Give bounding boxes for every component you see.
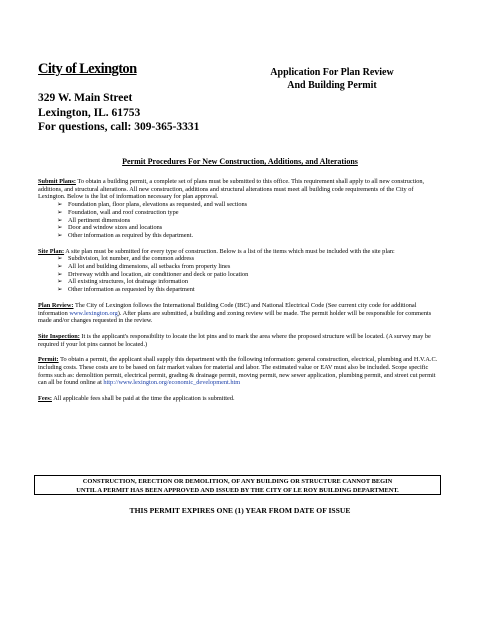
fees-text: All applicable fees shall be paid at the time the application is submitted. [51, 395, 235, 403]
site-inspection-text: It is the applicant's responsibility to locate the lot pins and to mark the area where the proposed structure will be located. (A survey may be required if your lot pins cannot be located.) [38, 332, 431, 348]
arrow-bullet-icon: ➢ [57, 201, 63, 209]
application-title [232, 66, 432, 92]
application-title-line2: And Building Permit [287, 80, 377, 91]
arrow-bullet-icon: ➢ [57, 286, 63, 294]
list-item: ➢ All lot and building dimensions, all setbacks from property lines [57, 263, 231, 271]
list-item: ➢ All pertinent dimensions [57, 216, 131, 224]
city-state-zip: Lexington, IL. 61753 [38, 106, 141, 119]
submit-plans-label: Submit Plans: [38, 178, 76, 185]
plan-review-label: Plan Review: [38, 301, 74, 309]
plan-review-section [38, 302, 440, 325]
construction-warning-box [34, 475, 441, 495]
arrow-bullet-icon: ➢ [57, 255, 63, 263]
list-item: ➢ All existing structures, lot drainage information [57, 278, 188, 286]
submit-plans-section [38, 178, 440, 240]
application-title-line1: Application For Plan Review [270, 67, 394, 78]
city-website-link[interactable]: www.lexington.org [69, 309, 118, 317]
submit-plans-text: To obtain a building permit, a complete set of plans must be submitted to this office. This requirement shall apply to all new construction, additions, and structural alterations. All new construction, additions and structural alterations must meet all building code requirements of the City of Lexington. Below is the list of information necessary for plan approval. [38, 178, 425, 201]
list-item: ➢ Other information as requested by this department [57, 286, 195, 294]
site-inspection-label: Site Inspection: [38, 332, 80, 340]
warning-line2: UNTIL A PERMIT HAS BEEN APPROVED AND ISSUED BY THE CITY OF LE ROY BUILDING DEPARTMENT. [76, 487, 399, 494]
contact-phone: For questions, call: 309-365-3331 [38, 121, 200, 133]
fees-label: Fees: [38, 395, 52, 403]
arrow-bullet-icon: ➢ [57, 270, 63, 278]
list-item: ➢ Driveway width and location, air conditioner and deck or patio location [57, 270, 249, 278]
procedures-heading: Permit Procedures For New Construction, Additions, and Alterations [122, 157, 358, 166]
submit-plans-list [38, 201, 440, 240]
arrow-bullet-icon: ➢ [57, 224, 63, 232]
list-item: ➢ Foundation plan, floor plans, elevations as requested, and wall sections [57, 201, 248, 209]
site-plan-section [38, 248, 440, 294]
site-plan-label: Site Plan: [38, 247, 65, 255]
economic-development-link[interactable]: http://www.lexington.org/economic_development.htm [103, 379, 241, 387]
permit-label: Permit: [38, 356, 59, 364]
list-item: ➢ Subdivision, lot number, and the common address [57, 255, 195, 263]
list-item: ➢ Other information as required by this department. [57, 231, 194, 239]
plan-review-text-end: ). After plans are submitted, a building and zoning review will be made. The permit holder will be responsible for comments made and/or changes requested in the review. [38, 309, 432, 325]
arrow-bullet-icon: ➢ [57, 208, 63, 216]
list-item: ➢ Foundation, wall and roof construction type [57, 208, 179, 216]
expiration-notice: THIS PERMIT EXPIRES ONE (1) YEAR FROM DATE OF ISSUE [129, 506, 351, 515]
warning-line1: CONSTRUCTION, ERECTION OR DEMOLITION, OF ANY BUILDING OR STRUCTURE CANNOT BEGIN [82, 477, 393, 485]
permit-section [38, 356, 440, 387]
plan-review-text: The City of Lexington follows the International Building Code (IBC) and National Electrical Code (See current city code for additional information [38, 301, 417, 317]
site-plan-text: A site plan must be submitted for every type of construction. Below is a list of the items which must be included with the site plan: [64, 247, 395, 255]
street-address: 329 W. Main Street [38, 92, 133, 104]
city-title: City of Lexington [38, 61, 137, 77]
fees-section [38, 395, 440, 403]
procedures-content [38, 178, 440, 411]
arrow-bullet-icon: ➢ [57, 216, 63, 224]
permit-text: To obtain a permit, the applicant shall supply this department with the following information: general construction, electrical, plumbing and H.V.A.C. including costs. These costs are to be based on fair market values for material and labor. The estimated value or EAV must also be included. Scope specific forms such as: demolition permit, electrical permit, grading & drainage permit, moving permit, new sewer application, plumbing permit, and street cut permit can all be found online at [38, 356, 438, 387]
arrow-bullet-icon: ➢ [57, 278, 63, 286]
site-inspection-section [38, 333, 440, 348]
arrow-bullet-icon: ➢ [57, 263, 63, 271]
address-block [38, 91, 199, 135]
site-plan-list [38, 255, 440, 294]
list-item: ➢ Door and window sizes and locations [57, 224, 163, 232]
arrow-bullet-icon: ➢ [57, 231, 63, 239]
